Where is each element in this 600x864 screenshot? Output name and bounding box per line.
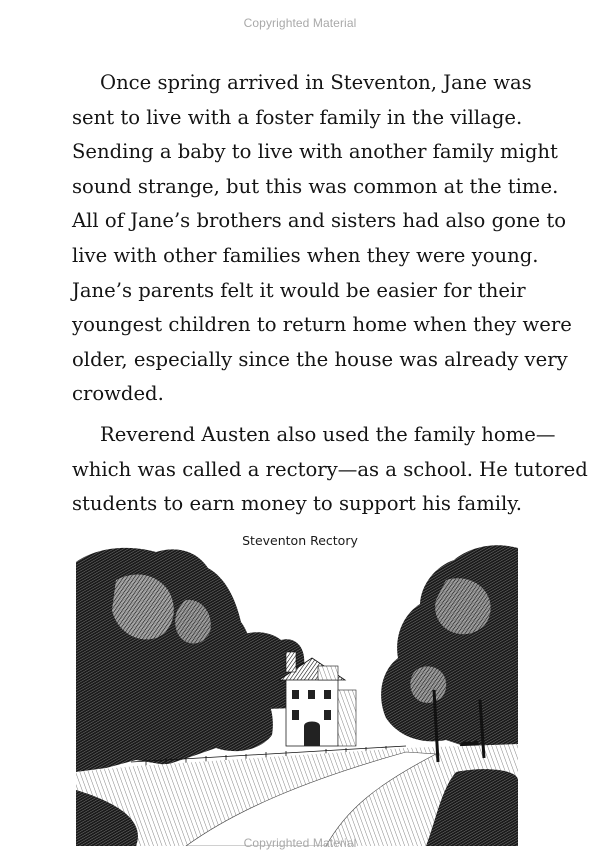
text-line: which was called a rectory—as a school. He tutored xyxy=(72,457,588,481)
body-text xyxy=(72,66,588,522)
paragraph-2 xyxy=(72,418,588,522)
text-line: students to earn money to support his family. xyxy=(72,492,522,516)
text-line: Sending a baby to live with another family might xyxy=(72,140,558,164)
text-line: live with other families when they were young. xyxy=(72,243,539,267)
figure-caption: Steventon Rectory xyxy=(242,533,358,548)
rectory-house xyxy=(279,652,356,746)
text-line: youngest children to return home when they were xyxy=(72,313,572,337)
text-line: sound strange, but this was common at the time. xyxy=(72,174,559,198)
text-line: Once spring arrived in Steventon, Jane was xyxy=(100,71,532,94)
rectory-engraving xyxy=(76,540,518,846)
paragraph-1 xyxy=(72,66,572,412)
text-line: older, especially since the house was already very xyxy=(72,347,568,371)
right-trees xyxy=(381,545,518,752)
copyright-watermark-bottom: Copyrighted Material xyxy=(243,836,357,850)
text-line: Reverend Austen also used the family home— xyxy=(100,422,556,446)
text-line: sent to live with a foster family in the village. xyxy=(72,105,523,129)
text-line: crowded. xyxy=(72,382,164,406)
copyright-watermark-top: Copyrighted Material xyxy=(243,16,357,30)
text-line: Jane’s parents felt it would be easier for their xyxy=(72,278,526,302)
text-line: All of Jane’s brothers and sisters had also gone to xyxy=(72,209,567,233)
